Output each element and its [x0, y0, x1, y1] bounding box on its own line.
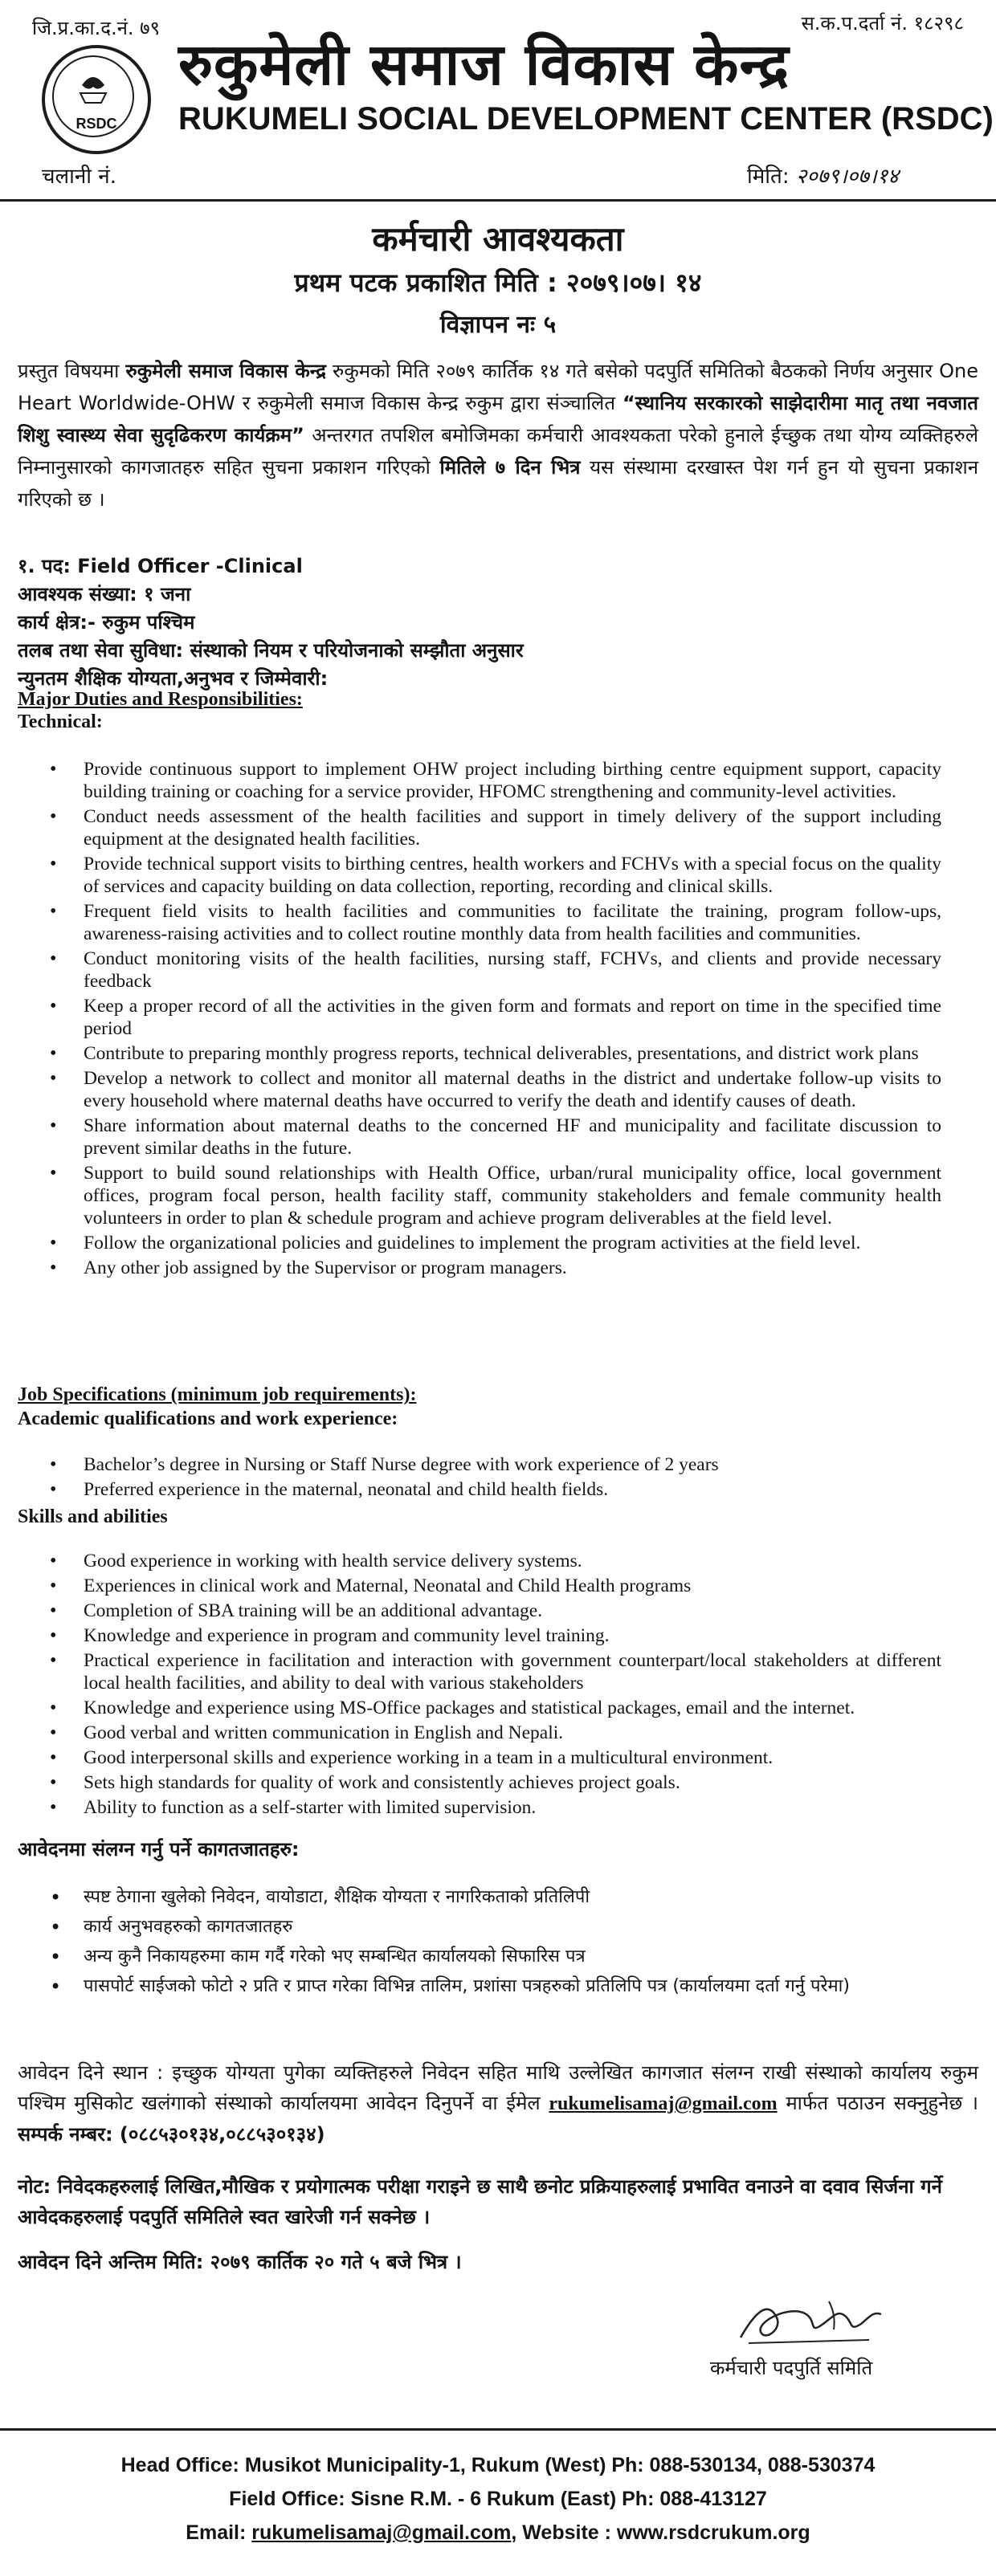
skills-list: [50, 1550, 941, 1821]
list-item: • Knowledge and experience in program and community level training.: [50, 1624, 941, 1647]
duties-list: [50, 758, 941, 1282]
apply-text: आवेदन दिने स्थान : इच्छुक योग्यता पुगेका व्यक्तिहरुले निवेदन सहित माथि उल्लेखित कागजात संलग्न राखी संस्थाको कार्यालय रुकुम पश्चिम मुसिकोट खलंगाको संस्थाको कार्यालयमा आवेदन दिनुपर्ने वा ईमेल: [18, 2061, 978, 2114]
job-specifications-heading: Job Specifications (minimum job requirements):: [18, 1384, 417, 1405]
list-item: • पासपोर्ट साईजको फोटो २ प्रति र प्राप्त गरेका विभिन्न तालिम, प्रशांसा पत्रहरुको प्रतिलिपि पत्र (कार्यालयमा दर्ता गर्नु परेमा): [50, 1973, 941, 2000]
list-item: • Good interpersonal skills and experience working in a team in a multicultural environment.: [50, 1747, 941, 1769]
list-item: • Keep a proper record of all the activities in the given form and formats and report on time in the specified time period: [50, 995, 941, 1040]
apply-text-after: मार्फत पठाउन सक्नुहुनेछ ।: [777, 2092, 978, 2114]
list-item: • Bachelor’s degree in Nursing or Staff Nurse degree with work experience of 2 years: [50, 1453, 941, 1476]
list-item: • Good experience in working with health service delivery systems.: [50, 1550, 941, 1572]
intro-org-name: रुकुमेली समाज विकास केन्द्र: [125, 360, 326, 382]
documents-list: [50, 1884, 941, 2003]
application-deadline: आवेदन दिने अन्तिम मिति: २०७९ कार्तिक २० गते ५ बजे भित्र ।: [18, 2251, 462, 2273]
reference-number-label: चलानी नं.: [42, 165, 116, 189]
list-item: • Completion of SBA training will be an additional advantage.: [50, 1600, 941, 1622]
contact-number: सम्पर्क नम्बर: (०८८५३०१३४,०८८५३०१३४): [18, 2123, 325, 2146]
list-item: • Any other job assigned by the Supervisor or program managers.: [50, 1257, 941, 1279]
list-item: • Follow the organizational policies and guidelines to implement the program activities at the field level.: [50, 1232, 941, 1254]
footer-email-label: Email:: [186, 2521, 252, 2544]
footer-contact: [0, 2521, 996, 2545]
date-value: २०७९।०७।१४: [795, 165, 899, 189]
list-item: • स्पष्ट ठेगाना खुलेको निवेदन, वायोडाटा, शैक्षिक योग्यता र नागरिकताको प्रतिलिपी: [50, 1884, 941, 1911]
intro-text-3: अन्तरगत तपशिल बमोजिमका कर्मचारी आवश्यकता परेको हुनाले ईच्छुक तथा योग्य व्यक्तिहरुले निम्नानुसारको कागजातहरु सहित सुचना प्रकाशन गरिएको: [18, 424, 978, 479]
date-label: मिति:: [747, 165, 790, 189]
documents-heading: आवेदनमा संलग्न गर्नु पर्ने कागतजातहरु:: [18, 1838, 300, 1861]
list-item: • Frequent field visits to health facilities and communities to facilitate the training, program follow-ups, awareness-raising activities and to collect routine monthly data from health facilities and communities.: [50, 900, 941, 945]
list-item: • Ability to function as a self-starter with limited supervision.: [50, 1796, 941, 1819]
list-item: • Knowledge and experience using MS-Office packages and statistical packages, email and the internet.: [50, 1697, 941, 1719]
skills-heading: Skills and abilities: [18, 1506, 168, 1527]
academic-heading: Academic qualifications and work experience:: [18, 1408, 398, 1429]
seal-abbreviation: RSDC: [76, 116, 117, 132]
list-item: • Conduct monitoring visits of the health facilities, nursing staff, FCHVs, and clients and provide necessary feedback: [50, 948, 941, 992]
organization-name-nepali: रुकुमेली समाज विकास केन्द्र: [178, 31, 790, 98]
post-salary: तलब तथा सेवा सुविधा: संस्थाको नियम र परियोजनाको सम्झौता अनुसार: [18, 639, 524, 662]
list-item: • Good verbal and written communication in English and Nepali.: [50, 1722, 941, 1744]
list-item: • कार्य अनुभवहरुको कागतजातहरु: [50, 1914, 941, 1941]
footer-head-office: Head Office: Musikot Municipality-1, Rukum (West) Ph: 088-530134, 088-530374: [120, 2454, 876, 2476]
list-item: • Provide technical support visits to birthing centres, health workers and FCHVs with a special focus on the quality of services and capacity building on data collection, reporting, recording and clinical skills.: [50, 853, 941, 898]
list-item: • Provide continuous support to implement OHW project including birthing centre equipment support, capacity building training or coaching for a service provider, HFOMC strengthening and community-level activities.: [50, 758, 941, 803]
footer-email-link[interactable]: rukumelisamaj@gmail.com: [251, 2521, 512, 2544]
intro-program-name: “स्थानिय सरकारको साझेदारीमा मातृ तथा नवजात शिशु स्वास्थ्य सेवा सुदृढिकरण कार्यक्रम”: [18, 392, 978, 446]
notice-title: कर्मचारी आवश्यकता: [372, 219, 624, 259]
intro-deadline: मितिले ७ दिन भित्र: [439, 456, 581, 479]
academic-list: [50, 1453, 941, 1503]
list-item: • Contribute to preparing monthly progress reports, technical deliverables, presentations, and district work plans: [50, 1042, 941, 1065]
post-qualification-heading: न्युनतम शैक्षिक योग्यता,अनुभव र जिम्मेवारी:: [18, 667, 329, 690]
organization-name-english: RUKUMELI SOCIAL DEVELOPMENT CENTER (RSDC): [178, 101, 994, 137]
post-title: १. पद: Field Officer -Clinical: [18, 555, 303, 577]
intro-text-4: यस संस्थामा दरखास्त पेश गर्न हुन यो सुचना प्रकाशन गरिएको छ ।: [18, 456, 979, 511]
registration-number-right: स.क.प.दर्ता नं. १८२९८: [801, 12, 964, 35]
list-item: • Support to build sound relationships with Health Office, urban/rural municipality office, local government offices, program focal person, health facility staff, community stakeholders and female community health volunteers in order to plan & schedule program and achieve program deliverables at the field level.: [50, 1162, 941, 1229]
application-instructions: [18, 2057, 978, 2150]
signature-caption: कर्मचारी पदपुर्ति समिति: [710, 2357, 873, 2379]
footer-field-office: Field Office: Sisne R.M. - 6 Rukum (East) Ph: 088-413127: [229, 2488, 767, 2510]
note-paragraph: नोट: निवेदकहरुलाई लिखित,मौखिक र प्रयोगात्मक परीक्षा गराइने छ साथै छनोट प्रक्रियाहरुलाई प्रभावित वनाउने वा दवाव सिर्जना गर्ने आवेदकहरुलाई पदपुर्ति समितिले स्वत खारेजी गर्न सक्नेछ ।: [18, 2175, 942, 2228]
letter-date: [747, 161, 899, 190]
post-details: [18, 552, 978, 693]
footer-divider: [0, 2428, 996, 2431]
list-item: • Share information about maternal deaths to the concerned HF and municipality and facilitate discussion to prevent similar deaths in the future.: [50, 1115, 941, 1160]
apply-email-link[interactable]: rukumelisamaj@gmail.com: [549, 2093, 778, 2114]
list-item: • Experiences in clinical work and Maternal, Neonatal and Child Health programs: [50, 1575, 941, 1597]
letterhead-divider: [0, 199, 996, 202]
list-item: • Preferred experience in the maternal, neonatal and child health fields.: [50, 1478, 941, 1501]
list-item: • Practical experience in facilitation and interaction with government counterpart/local stakeholders at different local health facilities, and ability to deal with various stakeholders: [50, 1649, 941, 1694]
post-count: आवश्यक संख्या: १ जना: [18, 583, 191, 605]
list-item: • Sets high standards for quality of work and consistently achieves project goals.: [50, 1771, 941, 1794]
notice-number: विज्ञापन नः ५: [439, 311, 557, 339]
technical-subheading: Technical:: [18, 711, 103, 732]
intro-paragraph: [18, 355, 978, 516]
post-work-area: कार्य क्षेत्र:- रुकुम पश्चिम: [18, 611, 195, 634]
published-date-line: प्रथम पटक प्रकाशित मिति : २०७९।०७। १४: [294, 267, 702, 298]
organization-seal-logo: [42, 45, 151, 154]
intro-text-2: रुकुमको मिति २०७९ कार्तिक १४ गते बसेको पदपुर्ति समितिको बैठकको निर्णय अनुसार One Heart Worldwide-OHW र रुकुमेली समाज विकास केन्द्र रुकुम द्वारा संञ्चालित: [18, 360, 978, 414]
list-item: • Develop a network to collect and monitor all maternal deaths in the district and undertake follow-up visits to every household where maternal deaths have occurred to verify the death and identify causes of death.: [50, 1067, 941, 1112]
intro-text-1: प्रस्तुत विषयमा: [18, 360, 126, 382]
duties-heading: Major Duties and Responsibilities:: [18, 689, 303, 710]
list-item: • अन्य कुनै निकायहरुमा काम गर्दै गरेको भए सम्बन्धित कार्यालयको सिफारिस पत्र: [50, 1943, 941, 1971]
handwritten-signature-icon: [733, 2293, 893, 2350]
registration-number-left: जि.प्र.का.द.नं. ७९: [32, 17, 161, 39]
list-item: • Conduct needs assessment of the health facilities and support in timely delivery of the support including equipment at the designated health facilities.: [50, 805, 941, 850]
footer-website[interactable]: , Website : www.rsdcrukum.org: [511, 2521, 810, 2544]
